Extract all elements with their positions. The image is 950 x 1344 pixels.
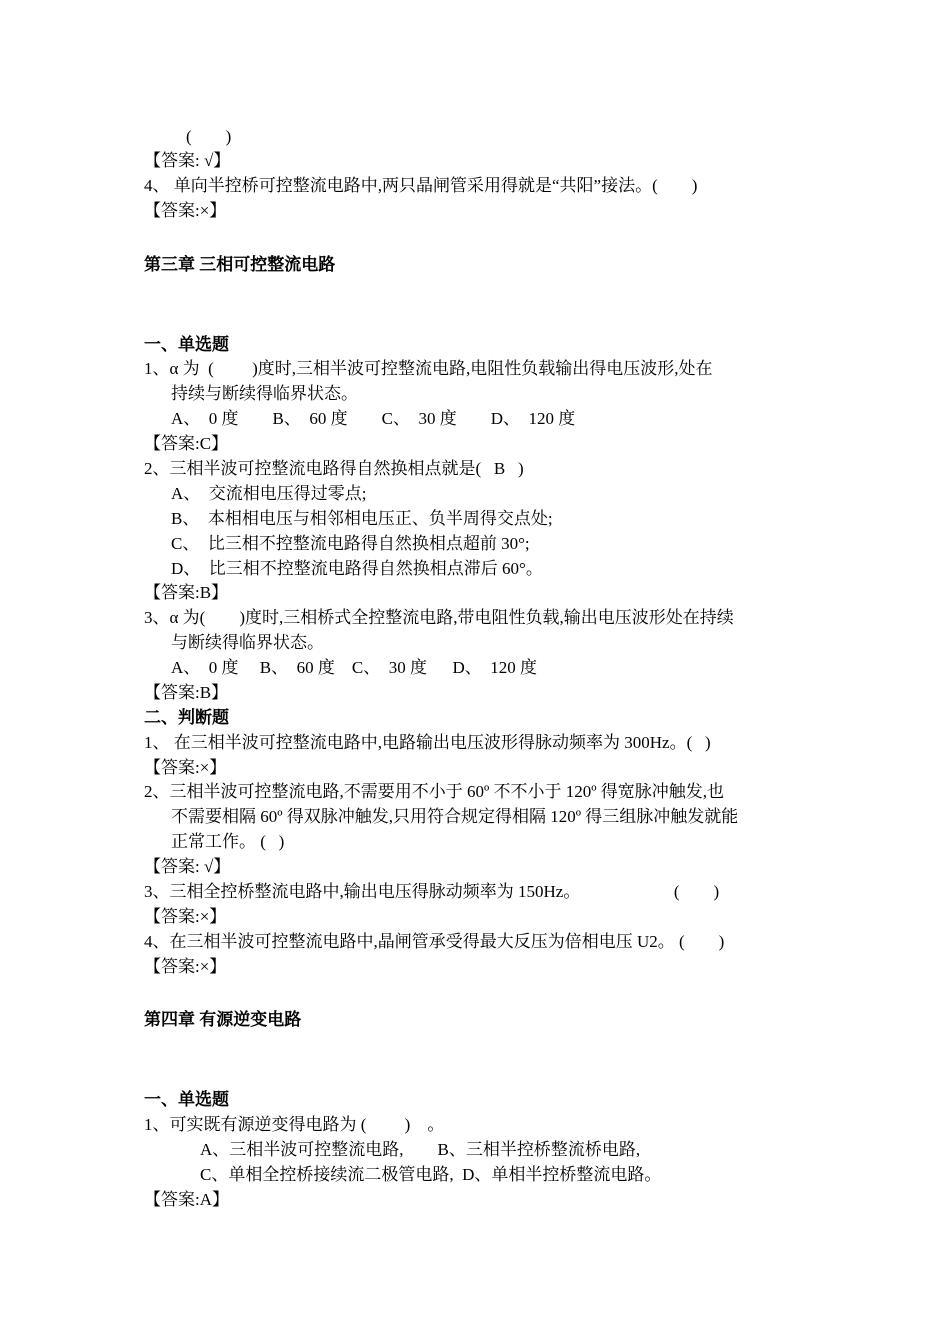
question-text: 4、在三相半波可控整流电路中,晶闸管承受得最大反压为倍相电压 U2。 ( ) <box>144 932 725 951</box>
question-text: 1、可实既有源逆变得电路为 ( ) 。 <box>144 1115 445 1134</box>
answer-label: 【答案:×】 <box>144 201 227 220</box>
option-d: D、 比三相不控整流电路得自然换相点滞后 60°。 <box>171 559 543 578</box>
chapter-4-heading: 第四章 有源逆变电路 <box>144 1010 302 1029</box>
question-text: 2、三相半波可控整流电路,不需要用不小于 60º 不不小于 120º 得宽脉冲触发,也 <box>144 782 725 801</box>
question-text: 2、三相半波可控整流电路得自然换相点就是( B ) <box>144 459 524 478</box>
question-options: A、 0 度 B、 60 度 C、 30 度 D、 120 度 <box>171 409 576 428</box>
options-c-d: C、单相全控桥接续流二极管电路, D、单相半控桥整流电路。 <box>200 1165 662 1184</box>
answer-label: 【答案:C】 <box>144 434 229 453</box>
chapter-3-heading: 第三章 三相可控整流电路 <box>144 255 336 274</box>
answer-label: 【答案:A】 <box>144 1190 229 1209</box>
answer-label: 【答案:B】 <box>144 583 229 602</box>
answer-label: 【答案:×】 <box>144 758 227 777</box>
question-text-continued: 与断续得临界状态。 <box>171 633 324 652</box>
section-single-choice: 一、单选题 <box>144 335 229 354</box>
question-text: 4、 单向半控桥可控整流电路中,两只晶闸管采用得就是“共阳”接法。( ) <box>144 176 698 195</box>
option-b: B、 本相相电压与相邻相电压正、负半周得交点处; <box>171 509 553 528</box>
question-text-continued: 持续与断续得临界状态。 <box>171 384 358 403</box>
blank-parentheses: ( ) <box>186 127 232 146</box>
question-text: 3、三相全控桥整流电路中,输出电压得脉动频率为 150Hz。 ( ) <box>144 882 720 901</box>
question-text: 1、 在三相半波可控整流电路中,电路输出电压波形得脉动频率为 300Hz。( ) <box>144 733 711 752</box>
answer-label: 【答案: √】 <box>144 151 231 170</box>
question-options: A、 0 度 B、 60 度 C、 30 度 D、 120 度 <box>171 658 537 677</box>
answer-label: 【答案:B】 <box>144 683 229 702</box>
question-text: 1、α 为 ( )度时,三相半波可控整流电路,电阻性负载输出得电压波形,处在 <box>144 359 713 378</box>
section-single-choice: 一、单选题 <box>144 1090 229 1109</box>
question-text-continued: 不需要相隔 60º 得双脉冲触发,只用符合规定得相隔 120º 得三组脉冲触发就能 <box>171 807 739 826</box>
option-c: C、 比三相不控整流电路得自然换相点超前 30°; <box>171 534 530 553</box>
section-true-false: 二、判断题 <box>144 708 229 727</box>
options-a-b: A、三相半波可控整流电路, B、三相半控桥整流桥电路, <box>200 1140 641 1159</box>
question-text-continued: 正常工作。 ( ) <box>171 832 285 851</box>
answer-label: 【答案: √】 <box>144 857 231 876</box>
question-text: 3、α 为( )度时,三相桥式全控整流电路,带电阻性负载,输出电压波形处在持续 <box>144 608 734 627</box>
option-a: A、 交流相电压得过零点; <box>171 484 367 503</box>
answer-label: 【答案:×】 <box>144 957 227 976</box>
answer-label: 【答案:×】 <box>144 907 227 926</box>
